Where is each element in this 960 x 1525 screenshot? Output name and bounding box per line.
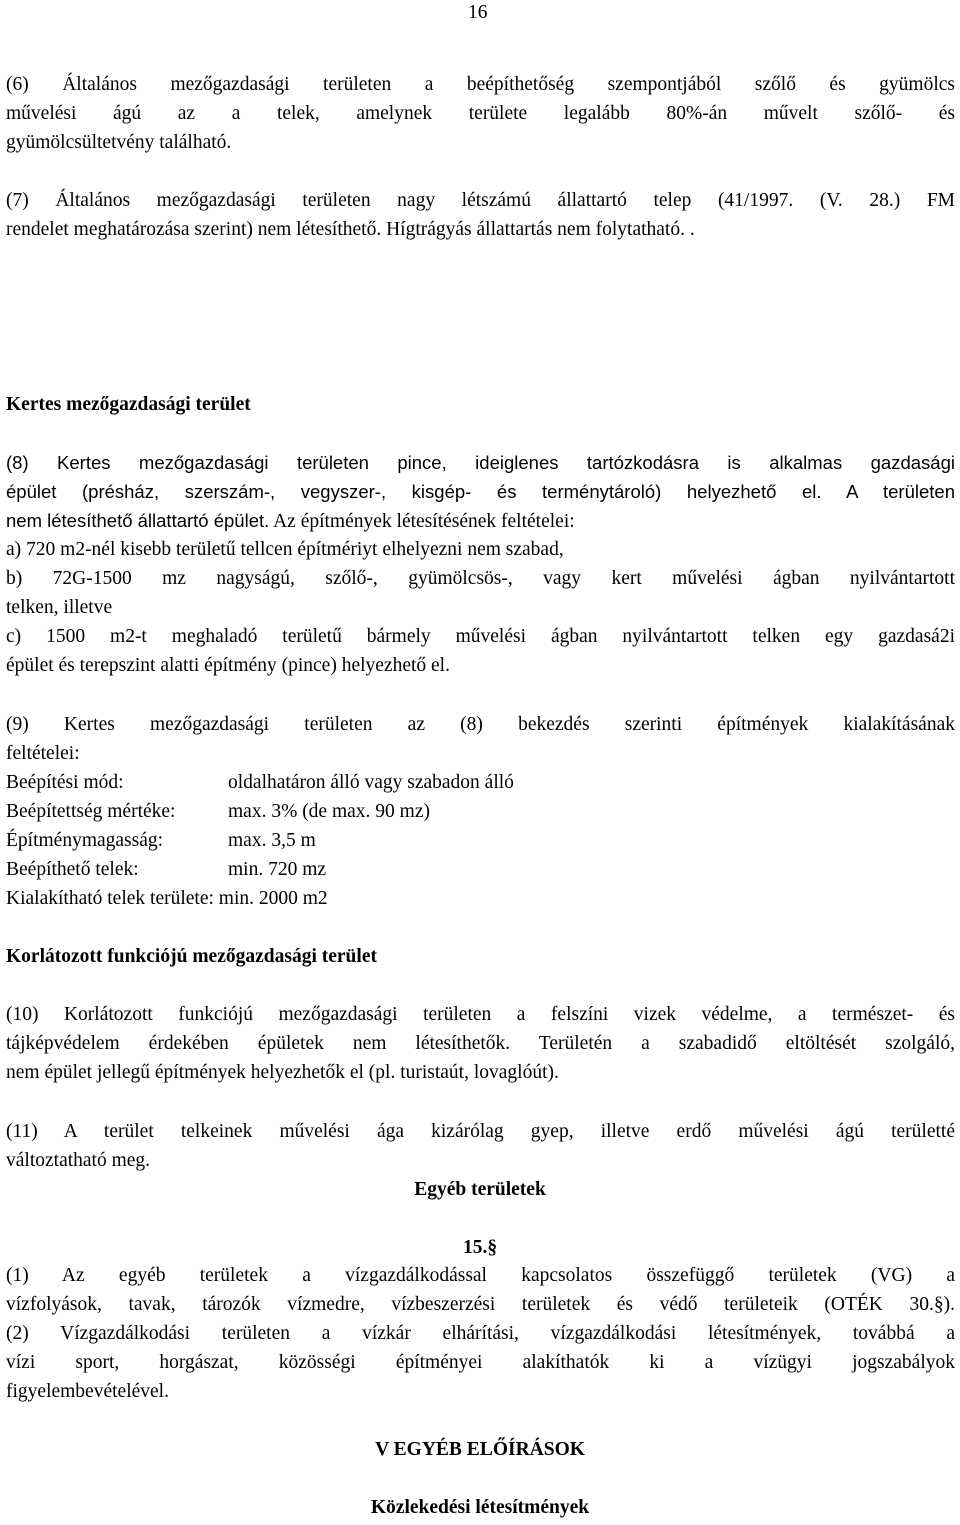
spec-row [6,859,326,881]
spec-row [6,801,430,823]
section-15-paragraph-2-line-3: figyelembevételével. [6,1381,169,1402]
spec-value: max. 3% (de max. 90 mz) [228,801,430,822]
section-15-paragraph-2-line-1: (2) Vízgazdálkodási területen a vízkár elhárítási, vízgazdálkodási létesítmények, továbbá a [6,1323,955,1344]
section-15-paragraph-2-line-2: vízi sport, horgászat, közösségi építményei alakíthatók ki a vízügyi jogszabályok [6,1352,955,1373]
paragraph-7-line-2: rendelet meghatározása szerint) nem létesíthető. Hígtrágyás állattartás nem folytatható. . [6,219,695,240]
spec-label: Építménymagasság: [6,830,164,851]
heading-kozlekedesi-letesitmenyek: Közlekedési létesítmények [370,1497,590,1518]
spec-label: Kialakítható telek területe: [6,888,214,909]
heading-egyeb-teruletek: Egyéb területek [414,1179,546,1200]
paragraph-10-line-3: nem épület jellegű építmények helyezhetők el (pl. turistaút, lovaglóút). [6,1062,559,1083]
spec-label: Beépítési mód: [6,772,124,793]
paragraph-8-line-6: telken, illetve [6,597,113,618]
page-number: 16 [468,2,488,23]
paragraph-7-line-1: (7) Általános mezőgazdasági területen nagy létszámú állattartó telep (41/1997. (V. 28.) FM [6,190,955,211]
paragraph-8-line-8: épület és terepszint alatti építmény (pince) helyezhető el. [6,655,450,676]
paragraph-8-line-1: (8) Kertes mezőgazdasági területen pince, ideiglenes tartózkodásra is alkalmas gazdasági [6,452,955,473]
paragraph-11-line-2: változtatható meg. [6,1150,151,1171]
paragraph-8-line-5: b) 72G-1500 mz nagyságú, szőlő-, gyümölcsös-, vagy kert művelési ágban nyilvántartott [6,568,955,589]
spec-row [6,888,328,910]
paragraph-11-line-1: (11) A terület telkeinek művelési ága kizárólag gyep, illetve erdő művelési ágú területté [6,1121,955,1142]
paragraph-6-line-3: gyümölcsültetvény található. [6,132,232,153]
spec-label: Beépítettség mértéke: [6,801,176,822]
paragraph-8-line-3 [6,510,575,533]
heading-kertes: Kertes mezőgazdasági terület [6,394,251,415]
spec-label: Beépíthető telek: [6,859,139,880]
paragraph-8-line-2: épület (présház, szerszám-, vegyszer-, kisgép- és terménytároló) helyezhető el. A területen [6,481,955,502]
heading-section-15: 15.§ [462,1237,498,1258]
paragraph-8-line-3a: nem létesíthető állattartó épület. [6,510,270,531]
spec-value: max. 3,5 m [228,830,316,851]
section-15-paragraph-1-line-1: (1) Az egyéb területek a vízgazdálkodással kapcsolatos összefüggő területek (VG) a [6,1265,955,1286]
paragraph-8-line-3b: Az építmények létesítésének feltételei: [269,511,575,532]
paragraph-8-line-7: c) 1500 m2-t meghaladó területű bármely művelési ágban nyilvántartott telken egy gazdasá2i [6,626,955,647]
heading-korlatozott: Korlátozott funkciójú mezőgazdasági terület [6,946,377,967]
paragraph-8-line-4: a) 720 m2-nél kisebb területű tellcen építmériyt elhelyezni nem szabad, [6,539,564,560]
heading-v-egyeb-eloirasok: V EGYÉB ELŐÍRÁSOK [375,1439,585,1460]
paragraph-10-line-1: (10) Korlátozott funkciójú mezőgazdasági területen a felszíni vizek védelme, a természet- és [6,1004,955,1025]
spec-row [6,772,514,794]
paragraph-9-line-1: (9) Kertes mezőgazdasági területen az (8) bekezdés szerinti építmények kialakításának [6,714,955,735]
paragraph-9-line-2: feltételei: [6,743,80,764]
section-15-paragraph-1-line-2: vízfolyások, tavak, tározók vízmedre, vízbeszerzési területek és védő területeik (OTÉK 30.§). [6,1294,955,1315]
spec-value: min. 2000 m2 [218,888,328,909]
paragraph-6-line-2: művelési ágú az a telek, amelynek területe legalább 80%-án művelt szőlő- és [6,103,955,124]
spec-row [6,830,316,852]
paragraph-10-line-2: tájképvédelem érdekében épületek nem létesíthetők. Területén a szabadidő eltöltését szolgáló, [6,1033,955,1054]
paragraph-6-line-1: (6) Általános mezőgazdasági területen a beépíthetőség szempontjából szőlő és gyümölcs [6,74,955,95]
spec-value: oldalhatáron álló vagy szabadon álló [228,772,514,793]
spec-value: min. 720 mz [228,859,327,880]
